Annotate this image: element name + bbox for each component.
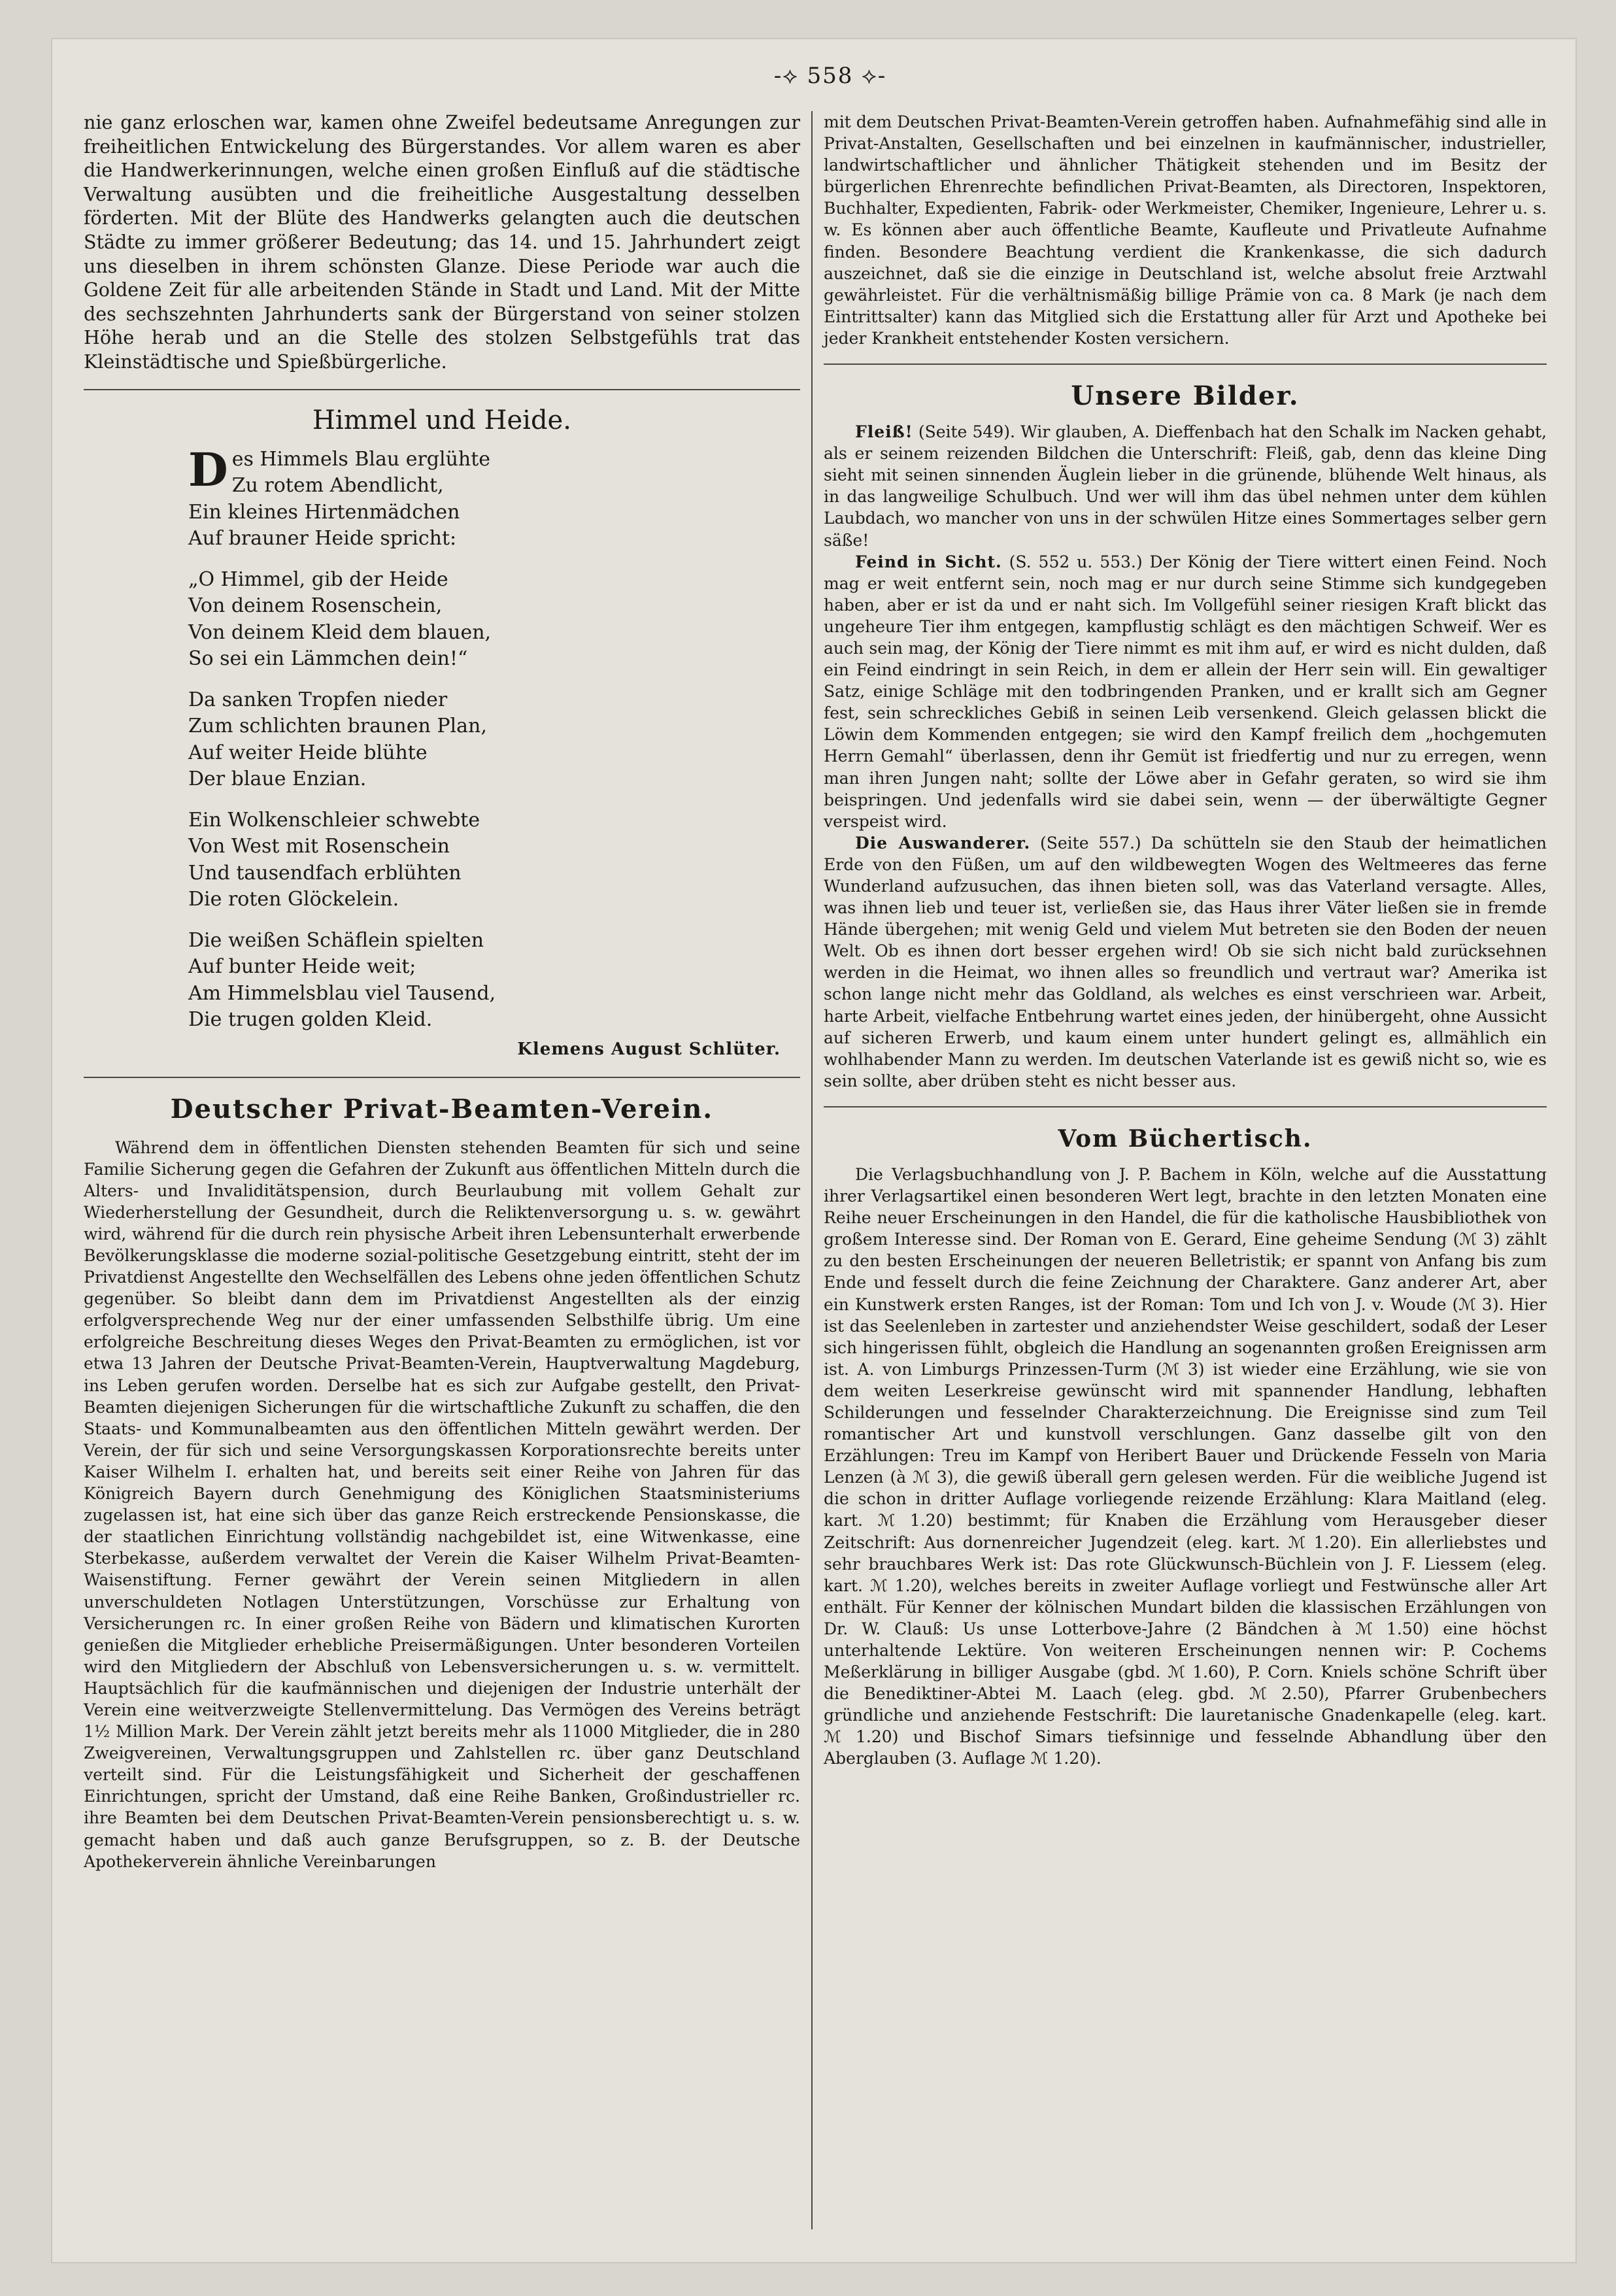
page-number-ornament-right: ⟡- — [862, 63, 887, 89]
picture-entry-title: Die Auswanderer. — [855, 833, 1031, 853]
poem-line: Die roten Glöckelein. — [188, 888, 399, 911]
poem-line: Der blaue Enzian. — [188, 768, 367, 791]
magazine-page — [52, 39, 1575, 2262]
poem-line: Auf bunter Heide weit; — [188, 955, 416, 979]
poem-line: Von deinem Rosenschein, — [188, 594, 443, 618]
poem-stanza — [188, 567, 800, 673]
picture-entry-text: (S. 552 u. 553.) Der König der Tiere wittert einen Feind. Noch mag er weit entfernt sein, noch mag er nur durch seine Stimme sich kundgegeben haben, aber er ist da und er naht sich. Im Vollgefühl seiner riesigen Kraft blickt das ungeheure Tier ihm entgegen, kampflustig schlägt es den mächtigen Schweif. Wer es auch sein mag, der König der Tiere nimmt es mit ihm auf, er wird es nicht dulden, daß ein Feind eindringt in sein Reich, in dem er allein der Herr sein will. Ein gewaltiger Satz, einige Schläge mit den todbringenden Pranken, und er krallt sich am Gegner fest, sein schreckliches Gebiß in seinen Leib versenkend. Gleich gelassen blickt die Löwin dem Kommenden entgegen; sie wird den Kampf freilich dem „hochgemuten Herrn Gemahl“ überlassen, denn ihr Gemüt ist friedfertig und nur zu erregen, wenn man ihren Jungen naht; sollte der Löwe aber in Gefahr geraten, so wird sie ihm beispringen. Und jedenfalls wird sie dabei sein, wenn — der überwältigte Gegner verspeist wird. — [824, 552, 1547, 831]
poem-line: „O Himmel, gib der Heide — [188, 567, 448, 591]
poem-line: Ein kleines Hirtenmädchen — [188, 500, 460, 524]
poem — [84, 403, 800, 1062]
section-rule — [84, 1077, 800, 1078]
poem-line: Und tausendfach erblühten — [188, 861, 462, 885]
section-rule — [824, 363, 1547, 365]
poem-line: Von deinem Kleid dem blauen, — [188, 620, 492, 644]
poem-dropcap: D — [188, 442, 228, 497]
poem-line: Zu rotem Abendlicht, — [231, 474, 444, 498]
intro-paragraph: nie ganz erloschen war, kamen ohne Zweifel bedeutsame Anregungen zur freiheitlichen Entwickelung des Bürgerstandes. Vor allem waren es aber die Handwerkerinnungen, welche einen großen Einfluß auf die städtische Verwaltung ausübten und die freiheitliche Ausgestaltung desselben förderten. Mit der Blüte des Handwerks gelangten auch die deutschen Städte zu immer größerer Bedeutung; das 14. und 15. Jahrhundert zeigt uns dieselben in ihrem schönsten Glanze. Diese Periode war auch die Goldene Zeit für alle arbeitenden Stände in Stadt und Land. Mit der Mitte des sechszehnten Jahrhunderts sank der Bürgerstand von seiner stolzen Höhe herab und an die Stelle des stolzen Selbstgefühls trat das Kleinstädtische und Spießbürgerliche. — [84, 112, 800, 373]
section-rule — [824, 1106, 1547, 1107]
poem-line: Da sanken Tropfen nieder — [188, 688, 448, 711]
section-title-vom-buechertisch: Vom Büchertisch. — [1058, 1124, 1313, 1153]
poem-line: Ein Wolkenschleier schwebte — [188, 808, 480, 832]
poem-line: Von West mit Rosenschein — [188, 835, 450, 858]
column-divider — [811, 111, 813, 2229]
poem-stanza — [188, 687, 800, 793]
poem-line: Auf brauner Heide spricht: — [188, 527, 457, 550]
page-number-header — [758, 63, 902, 89]
picture-entry — [824, 832, 1547, 1092]
poem-line: Auf weiter Heide blühte — [188, 741, 428, 764]
section-title-unsere-bilder: Unsere Bilder. — [1071, 380, 1300, 412]
page-number-ornament-left: -⟡ — [773, 63, 799, 89]
poem-stanza — [188, 807, 800, 913]
picture-entry-text: (Seite 549). Wir glauben, A. Dieffenbach hat den Schalk im Nacken gehabt, als er seinem reizenden Bildchen die Unterschrift: Fleiß, gab, denn das kleine Ding sieht mit seinen sinnenden Äuglein lieber in die grünende, blühende Welt hinaus, als in das langweilige Schulbuch. Und wer will ihm das übel nehmen unter dem kühlen Laubdach, wo mancher von uns in der schwülen Hitze eines Sommertages selber gern säße! — [824, 422, 1547, 550]
picture-entry-text: (Seite 557.) Da schütteln sie den Staub der heimatlichen Erde von den Füßen, um auf den wildbewegten Wogen des Weltmeeres das ferne Wunderland aufzusuchen, das ihnen bieten soll, was das Vaterland versagte. Alles, was ihnen lieb und teuer ist, verließen sie, das Haus ihrer Väter ließen sie in fremde Hände übergehen; mit wenig Geld und vielem Mut betreten sie den Boden der neuen Welt. Ob es ihnen dort besser ergehen wird! Ob sie sich nicht bald zurücksehnen werden in die Heimat, wo ihnen alles so freundlich und vertraut war? Amerika ist schon lange nicht mehr das Goldland, als welches es einst verschrieen war. Arbeit, harte Arbeit, vielfache Entbehrung wartet eines jeden, der hinübergeht, ohne Aussicht auf sicheren Erwerb, und kaum einem unter hundert gelingt es, allmählich ein wohlhabender Mann zu werden. Im deutschen Vaterlande ist es gewiß nicht so, wie es sein sollte, aber drüben steht es nicht besser aus. — [824, 833, 1547, 1090]
picture-entry — [824, 421, 1547, 551]
right-column — [824, 111, 1547, 1770]
buechertisch-text: Die Verlagsbuchhandlung von J. P. Bachem in Köln, welche auf die Ausstattung ihrer Verlagsartikel einen besonderen Wert legt, brachte in den letzten Monaten eine Reihe neuer Erscheinungen in den Handel, die für die katholische Hausbibliothek von großem Interesse sind. Der Roman von E. Gerard, Eine geheime Sendung (ℳ 3) zählt zu den besten Erscheinungen der neueren Belletristik; er spannt von Anfang bis zum Ende und fesselt durch die feine Zeichnung der Charaktere. Ganz anderer Art, aber ein Kunstwerk ersten Ranges, ist der Roman: Tom und Ich von J. v. Woude (ℳ 3). Hier ist das Seelenleben in zartester und anziehendster Weise geschildert, sodaß der Leser sich hingerissen fühlt, obgleich die Handlung an sogenannten großen Ereignissen arm ist. A. von Limburgs Prinzessen-Turm (ℳ 3) ist wieder eine Erzählung, wie sie von dem weiten Leserkreise gewünscht wird mit spannender Handlung, lebhaften Schilderungen und fesselnder Charakterzeichnung. Die Ereignisse sind zum Teil romantischer Art und kunstvoll verschlungen. Ganz dasselbe gilt von den Erzählungen: Treu im Kampf von Heribert Bauer und Drückende Fesseln von Maria Lenzen (à ℳ 3), die gewiß überall gern gelesen werden. Für die weibliche Jugend ist die schon in dritter Auflage vorliegende reizende Erzählung: Klara Maitland (eleg. kart. ℳ 1.20) bestimmt; für Knaben die Erzählung vom Herausgeber dieser Zeitschrift: Aus dornenreicher Jugendzeit (eleg. kart. ℳ 1.20). Ein allerliebstes und sehr brauchbares Werk ist: Das rote Glückwunsch-Büchlein von J. F. Liessem (eleg. kart. ℳ 1.20), welches bereits in zweiter Auflage vorliegt und Festwünsche aller Art enthält. Für Kenner der kölnischen Mundart bilden die klassischen Erzählungen von Dr. W. Clauß: Us unse Lotterbove-Jahre (2 Bändchen à ℳ 1.50) eine höchst unterhaltende Lektüre. Von weiteren Erscheinungen nennen wir: P. Cochems Meßerklärung in billiger Ausgabe (gbd. ℳ 1.60), P. Corn. Kniels schöne Schrift über die Benediktiner-Abtei M. Laach (eleg. gbd. ℳ 2.50), Pfarrer Grubenbechers gründliche und anziehende Festschrift: Die lauretanische Gnadenkapelle (eleg. kart. ℳ 1.20) und Bischof Simars tiefsinnige und fesselnde Abhandlung über den Aberglauben (3. Auflage ℳ 1.20). — [824, 1164, 1547, 1768]
poem-stanza — [188, 442, 800, 552]
picture-entry — [824, 551, 1547, 832]
left-column — [84, 111, 800, 1872]
poem-stanza — [188, 928, 800, 1034]
poem-line: Die trugen golden Kleid. — [188, 1008, 433, 1032]
poem-line: So sei ein Lämmchen dein!“ — [188, 647, 468, 671]
continuation-paragraph: mit dem Deutschen Privat-Beamten-Verein getroffen haben. Aufnahmefähig sind alle in Privat-Anstalten, Gesellschaften und bei einzelnen in kaufmännischer, industrieller, landwirtschaftlicher und ähnlicher Thätigkeit stehenden und im Besitz der bürgerlichen Ehrenrechte befindlichen Privat-Beamten, als Directoren, Inspektoren, Buchhalter, Expedienten, Fabrik- oder Werkmeister, Chemiker, Ingenieure, Lehrer u. s. w. Es können aber auch öffentliche Beamte, Kaufleute und Privatleute Aufnahme finden. Besondere Beachtung verdient die Krankenkasse, die sich dadurch auszeichnet, daß sie die einzige in Deutschland ist, welche absolut freie Arztwahl gewährleistet. Für die verhältnismäßig billige Prämie von ca. 8 Mark (je nach dem Eintrittsalter) kann das Mitglied sich die Erstattung aller für Arzt und Apotheke bei jeder Krankheit entstehender Kosten versichern. — [824, 112, 1547, 348]
poem-author: Klemens August Schlüter. — [517, 1039, 781, 1059]
poem-title: Himmel und Heide. — [312, 405, 571, 435]
poem-line: Die weißen Schäflein spielten — [188, 928, 484, 952]
poem-body — [188, 442, 800, 1034]
poem-first-line: es Himmels Blau erglühte — [231, 447, 491, 471]
privat-beamten-verein-text: Während dem in öffentlichen Diensten stehenden Beamten für sich und seine Familie Sicherung gegen die Gefahren der Zukunft aus öffentlichen Mitteln durch die Alters- und Invaliditätspension, durch Beurlaubung mit vollem Gehalt zur Wiederherstellung der Gesundheit, durch die Reliktenversorgung u. s. w. gewährt wird, während für die durch rein physische Arbeit ihren Lebensunterhalt erwerbende Bevölkerungsklasse die moderne sozial-politische Gesetzgebung eintritt, steht der im Privatdienst Angestellte den Wechselfällen des Lebens ohne jeden öffentlichen Schutz gegenüber. So bleibt dann dem im Privatdienst Angestellten als der einzig erfolgversprechende Weg nur der einer umfassenden Selbsthilfe übrig. Um eine erfolgreiche Beschreitung dieses Weges den Privat-Beamten zu ermöglichen, ist vor etwa 13 Jahren der Deutsche Privat-Beamten-Verein, Hauptverwaltung Magdeburg, ins Leben gerufen worden. Derselbe hat es sich zur Aufgabe gestellt, den Privat-Beamten diejenigen Sicherungen für die wirtschaftliche Zukunft zu schaffen, die den Staats- und Kommunalbeamten aus den öffentlichen Mitteln gewährt werden. Der Verein, der für sich und seine Versorgungskassen Korporationsrechte bereits unter Kaiser Wilhelm I. erhalten hat, und bereits seit einer Reihe von Jahren für das Königreich Bayern durch Genehmigung des Königlichen Staatsministeriums zugelassen ist, hat eine sich über das ganze Reich erstreckende Pensionskasse, die der staatlichen Einrichtung vollständig nachgebildet ist, eine Witwenkasse, eine Sterbekasse, außerdem verwaltet der Verein die Kaiser Wilhelm Privat-Beamten-Waisenstiftung. Ferner gewährt der Verein seinen Mitgliedern in allen unverschuldeten Notlagen Unterstützungen, Vorschüsse zur Erhaltung von Versicherungen rc. In einer großen Reihe von Bädern und klimatischen Kurorten genießen die Mitglieder erhebliche Preisermäßigungen. Unter besonderen Vorteilen wird den Mitgliedern der Abschluß von Lebensversicherungen u. s. w. vermittelt. Hauptsächlich für die kaufmännischen und diejenigen der Industrie unterhält der Verein eine weitverzweigte Stellenvermittelung. Das Vermögen des Vereins beträgt 1½ Million Mark. Der Verein zählt jetzt bereits mehr als 11000 Mitglieder, die in 280 Zweigvereinen, Verwaltungsgruppen und Zahlstellen rc. über ganz Deutschland verteilt sind. Für die Leistungsfähigkeit und Sicherheit der geschaffenen Einrichtungen, spricht der Umstand, daß eine Reihe Banken, Großindustrieller rc. ihre Beamten bei dem Deutschen Privat-Beamten-Verein pensionsberechtigt u. s. w. gemacht haben und daß auch ganze Berufsgruppen, so z. B. der Deutsche Apothekerverein ähnliche Vereinbarungen — [84, 1138, 800, 1871]
picture-entry-title: Feind in Sicht. — [855, 552, 1002, 571]
poem-line: Zum schlichten braunen Plan, — [188, 715, 487, 738]
picture-entry-title: Fleiß! — [855, 422, 913, 442]
poem-line: Am Himmelsblau viel Tausend, — [188, 981, 496, 1005]
page-number: 558 — [807, 63, 854, 89]
section-rule — [84, 389, 800, 390]
section-title-privat-beamten-verein: Deutscher Privat-Beamten-Verein. — [170, 1093, 714, 1124]
